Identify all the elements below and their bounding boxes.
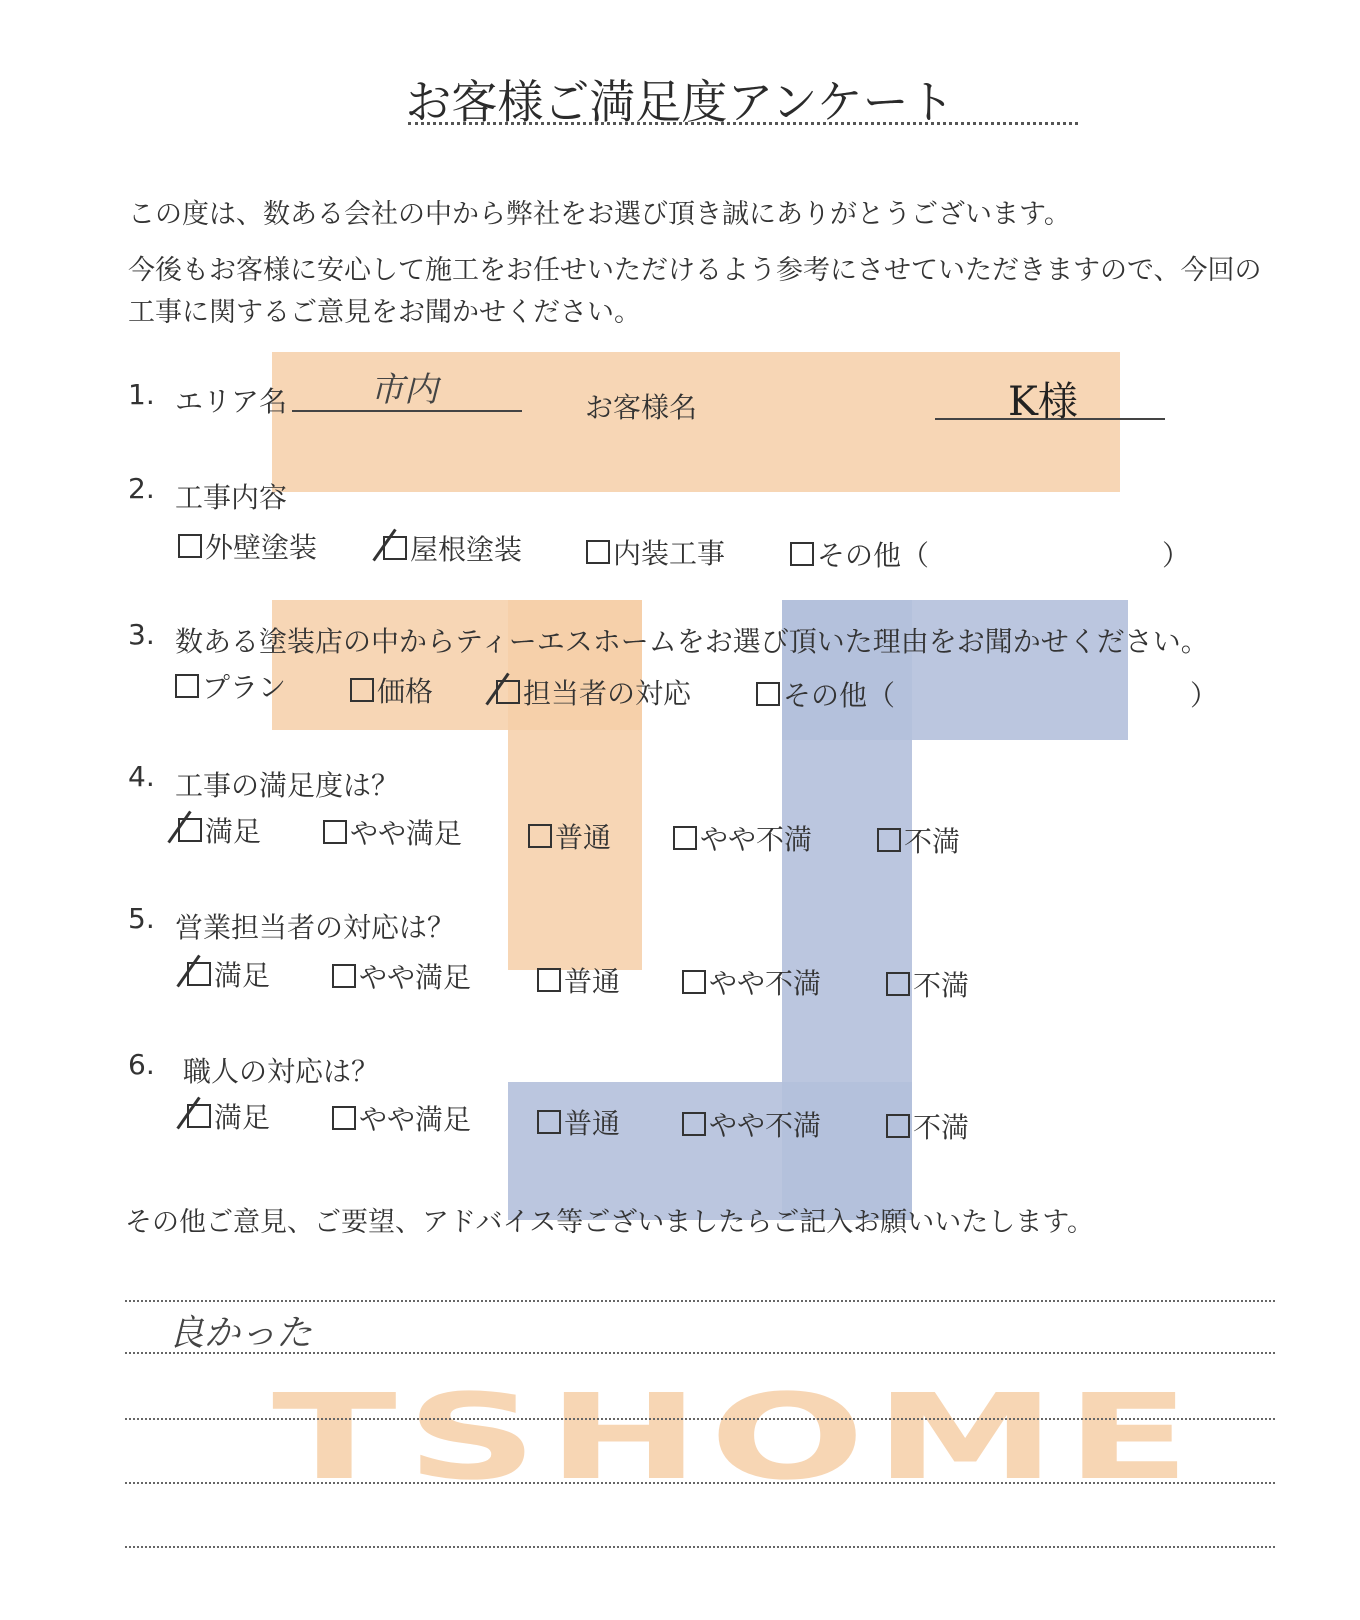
q4-number: 4. [128,760,155,793]
checkbox-checked[interactable] [178,818,202,842]
comment-line-2 [125,1352,1275,1354]
q6-option-satisfied[interactable]: 満足 [187,1096,270,1136]
q1-customer-value[interactable]: K様 [1008,379,1078,425]
q1-customer-label: お客様名 [585,391,698,424]
title-underline [408,122,1078,125]
intro-line-3: 工事に関するご意見をお聞かせください。 [128,297,641,328]
checkbox[interactable] [682,1112,706,1136]
checkbox[interactable] [682,970,706,994]
watermark-logo-text: TSHOME [272,1368,1200,1506]
checkbox-checked[interactable] [496,680,520,704]
q5-option-somewhat-satisfied[interactable]: やや満足 [332,956,471,996]
q1-area-value[interactable]: 市内 [370,370,438,410]
q3-option-staff[interactable]: 担当者の対応 [496,672,691,712]
checkbox[interactable] [350,678,374,702]
checkbox[interactable] [175,674,199,698]
q5-option-somewhat-dissatisfied[interactable]: やや不満 [682,962,821,1002]
checkbox[interactable] [756,682,780,706]
q6-option-somewhat-dissatisfied[interactable]: やや不満 [682,1104,821,1144]
q5-option-neutral[interactable]: 普通 [537,960,620,1000]
q2-label: 工事内容 [175,481,288,514]
checkbox[interactable] [332,1106,356,1130]
checkbox-checked[interactable] [187,962,211,986]
checkbox[interactable] [886,972,910,996]
q4-option-satisfied[interactable]: 満足 [178,810,261,850]
q6-number: 6. [128,1048,155,1081]
q2-option-interior[interactable]: 内装工事 [586,532,725,572]
q1-number: 1. [128,378,155,411]
checkbox[interactable] [877,828,901,852]
q6-option-neutral[interactable]: 普通 [537,1102,620,1142]
q2-number: 2. [128,472,155,505]
page-title: お客様ご満足度アンケート [405,75,955,129]
checkbox[interactable] [790,542,814,566]
q5-option-dissatisfied[interactable]: 不満 [886,964,969,1004]
q2-other-close: ） [1162,539,1191,572]
q6-option-dissatisfied[interactable]: 不満 [886,1106,969,1146]
checkbox[interactable] [323,820,347,844]
comment-line-1 [125,1300,1275,1302]
intro-line-1: この度は、数ある会社の中から弊社をお選び頂き誠にありがとうございます。 [128,199,1071,230]
q4-option-somewhat-dissatisfied[interactable]: やや不満 [673,818,812,858]
checkbox[interactable] [332,964,356,988]
checkbox[interactable] [673,826,697,850]
intro-line-2: 今後もお客様に安心して施工をお任せいただけるよう参考にさせていただきますので、今回の [128,255,1262,286]
q3-option-price[interactable]: 価格 [350,670,433,710]
q2-option-exterior[interactable]: 外壁塗装 [178,526,317,566]
q3-other-close: ） [1190,679,1219,712]
q4-option-neutral[interactable]: 普通 [528,816,611,856]
checkbox[interactable] [528,824,552,848]
q6-label: 職人の対応は？ [183,1055,380,1088]
checkbox-checked[interactable] [383,536,407,560]
q3-label: 数ある塗装店の中からティーエスホームをお選び頂いた理由をお聞かせください。 [175,625,1209,658]
q5-option-satisfied[interactable]: 満足 [187,954,270,994]
q1-area-label: エリア名 [175,385,288,418]
comment-line-3 [125,1418,1275,1420]
comment-line-4 [125,1482,1275,1484]
q5-number: 5. [128,902,155,935]
q2-option-roof[interactable]: 屋根塗装 [383,528,522,568]
q3-number: 3. [128,618,155,651]
q3-option-other[interactable]: その他（ [756,674,895,714]
q5-label: 営業担当者の対応は？ [175,911,456,944]
q6-option-somewhat-satisfied[interactable]: やや満足 [332,1098,471,1138]
checkbox[interactable] [886,1114,910,1138]
q4-option-somewhat-satisfied[interactable]: やや満足 [323,812,462,852]
checkbox[interactable] [178,534,202,558]
checkbox[interactable] [537,968,561,992]
q4-option-dissatisfied[interactable]: 不満 [877,820,960,860]
checkbox-checked[interactable] [187,1104,211,1128]
comment-handwritten-text[interactable]: 良かった [168,1313,313,1354]
comments-prompt: その他ご意見、ご要望、アドバイス等ございましたらご記入お願いいたします。 [125,1207,1095,1238]
checkbox[interactable] [586,540,610,564]
q4-label: 工事の満足度は？ [175,769,400,802]
q2-option-other[interactable]: その他（ [790,534,929,574]
checkbox[interactable] [537,1110,561,1134]
q3-option-plan[interactable]: プラン [175,666,286,706]
comment-line-5 [125,1546,1275,1548]
